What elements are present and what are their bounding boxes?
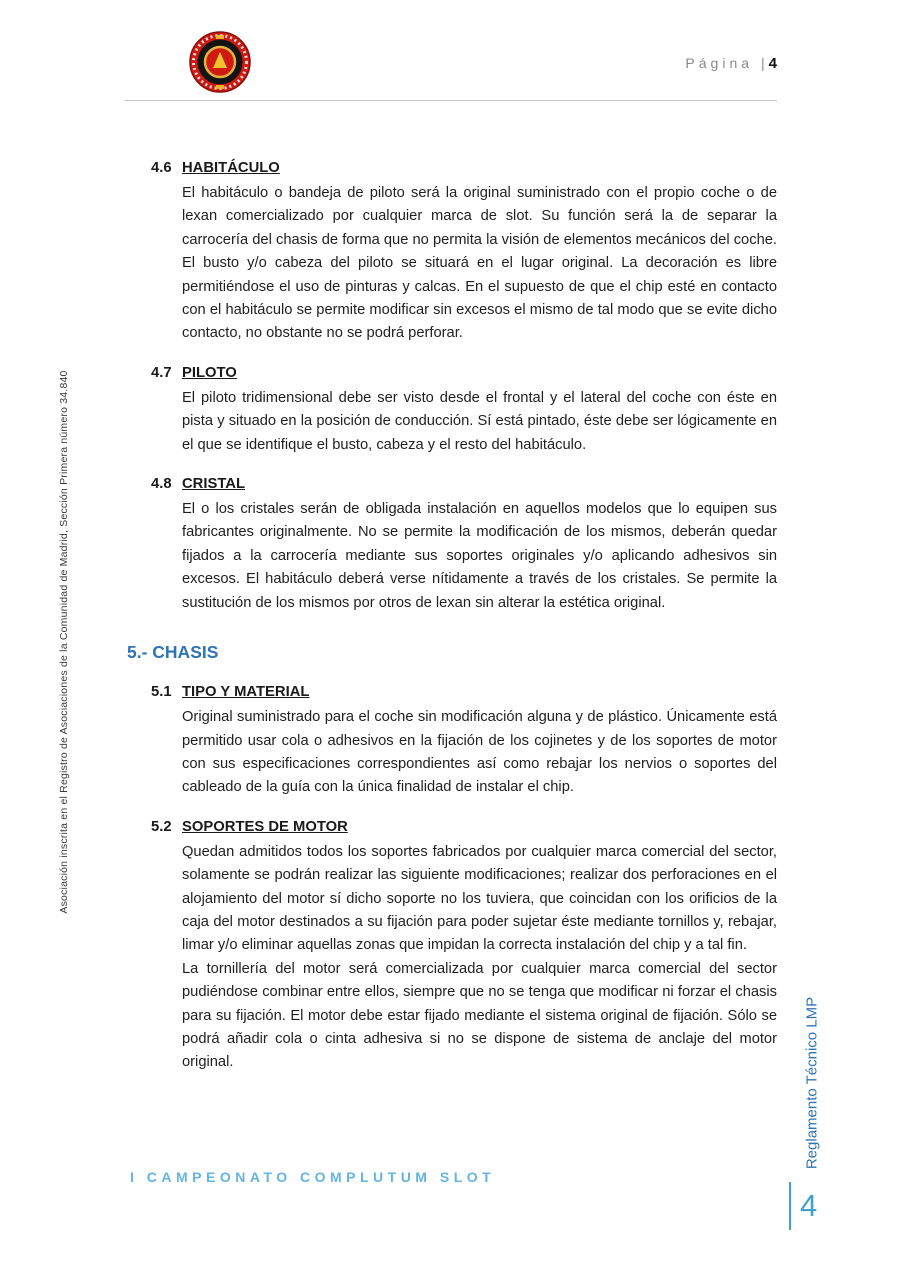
- header-page-indicator: [685, 55, 777, 72]
- section-heading: [151, 819, 777, 835]
- club-logo: [189, 31, 251, 93]
- section-heading: [151, 160, 777, 176]
- section-paragraph: El o los cristales serán de obligada instalación en aquellos modelos que lo equipen sus fabricantes originalmente. No se permite la modificación de los mismos, deberán quedar fijados a la carrocería mediante sus soportes originales y/o aplicando adhesivos sin excesos. El habitáculo deberá verse nítidamente a través de los cristales. Se permite la sustitución de los mismos por otros de lexan sin alterar la estética original.: [182, 501, 777, 611]
- footer-page-number-block: [789, 1182, 817, 1230]
- club-logo-icon: [189, 31, 251, 93]
- section-heading: [151, 684, 777, 700]
- section-number: 4.7: [151, 364, 172, 381]
- section-4-8-cristal: [151, 476, 777, 615]
- left-margin-registration-text: Asociación inscrita en el Registro de Asociaciones de la Comunidad de Madrid, Sección Primera número 34.840: [58, 370, 70, 914]
- section-title: HABITÁCULO: [182, 160, 280, 176]
- section-5-2-soportes-de-motor: [151, 819, 777, 1075]
- section-title: SOPORTES DE MOTOR: [182, 818, 348, 835]
- header-page-label: Página: [685, 55, 754, 71]
- section-5-1-tipo-y-material: [151, 684, 777, 800]
- header-page-number: 4: [768, 55, 777, 72]
- footer-page-number: 4: [800, 1188, 818, 1223]
- section-4-7-piloto: [151, 365, 777, 457]
- section-heading: [151, 365, 777, 381]
- section-heading: [151, 476, 777, 492]
- section-paragraph: La tornillería del motor será comercializada por cualquier marca comercial del sector pudiéndose combinar entre ellos, siempre que no se tenga que modificar ni forzar el chasis para su fijación. El motor debe estar fijado mediante el sistema original de fijación. Sólo se podrá añadir cola o cinta adhesiva si no se dispone de sistema de anclaje del motor original.: [182, 960, 777, 1071]
- section-title: PILOTO: [182, 364, 237, 381]
- document-body: [127, 160, 777, 1094]
- right-margin-document-title: Reglamento Técnico LMP: [803, 996, 821, 1170]
- section-number: 4.8: [151, 476, 172, 493]
- header-divider: [125, 100, 777, 101]
- section-number: 4.6: [151, 160, 172, 176]
- section-paragraph: El habitáculo o bandeja de piloto será la original suministrado con el propio coche o de lexan comercializado por cualquier marca de slot. Su función será la de separar la carrocería del chasis de forma que no permita la visión de elementos mecánicos del coche. El busto y/o cabeza del piloto se situará en el lugar original. La decoración es libre permitiéndose el uso de pinturas y calcas. En el supuesto de que el chip esté en contacto con el habitáculo se permite modificar sin excesos el mismo de tal modo que se evite dicho contacto, no obstante no se podrá perforar.: [182, 185, 777, 342]
- section-number: 5.1: [151, 684, 172, 701]
- section-number: 5.2: [151, 818, 172, 835]
- section-title: CRISTAL: [182, 476, 246, 493]
- section-paragraph: Quedan admitidos todos los soportes fabricados por cualquier marca comercial del sector, solamente se podrán realizar las siguiente modificaciones; realizar dos perforaciones en el alojamiento del motor sí dicho soporte no los tuviera, que coincidan con los orificios de la caja del motor destinados a su fijación para poder sujetar éste mediante tornillos y, rebajar, limar y/o eliminar aquellas zonas que impidan la correcta instalación del chip y a tal fin.: [182, 843, 777, 954]
- section-paragraph: El piloto tridimensional debe ser visto desde el frontal y el lateral del coche con éste en pista y situado en la posición de conducción. Sí está pintado, éste debe ser lógicamente en el que se identifique el busto, cabeza y el resto del habitáculo.: [182, 389, 777, 453]
- section-title: TIPO Y MATERIAL: [182, 684, 310, 701]
- section-4-6-habitaculo: [151, 160, 777, 346]
- chapter-heading-chasis: 5.- CHASIS: [127, 642, 219, 663]
- footer-championship-title: I CAMPEONATO COMPLUTUM SLOT: [130, 1169, 496, 1185]
- page-number-rule: [789, 1182, 791, 1230]
- header-page-separator: |: [761, 55, 765, 71]
- section-paragraph: Original suministrado para el coche sin modificación alguna y de plástico. Únicamente está permitido usar cola o adhesivos en la fijación de los cojinetes y de los soportes de motor con sus especificaciones correspondientes así como rebajar los nervios o soportes del cableado de la guía con la única finalidad de instalar el chip.: [182, 709, 777, 796]
